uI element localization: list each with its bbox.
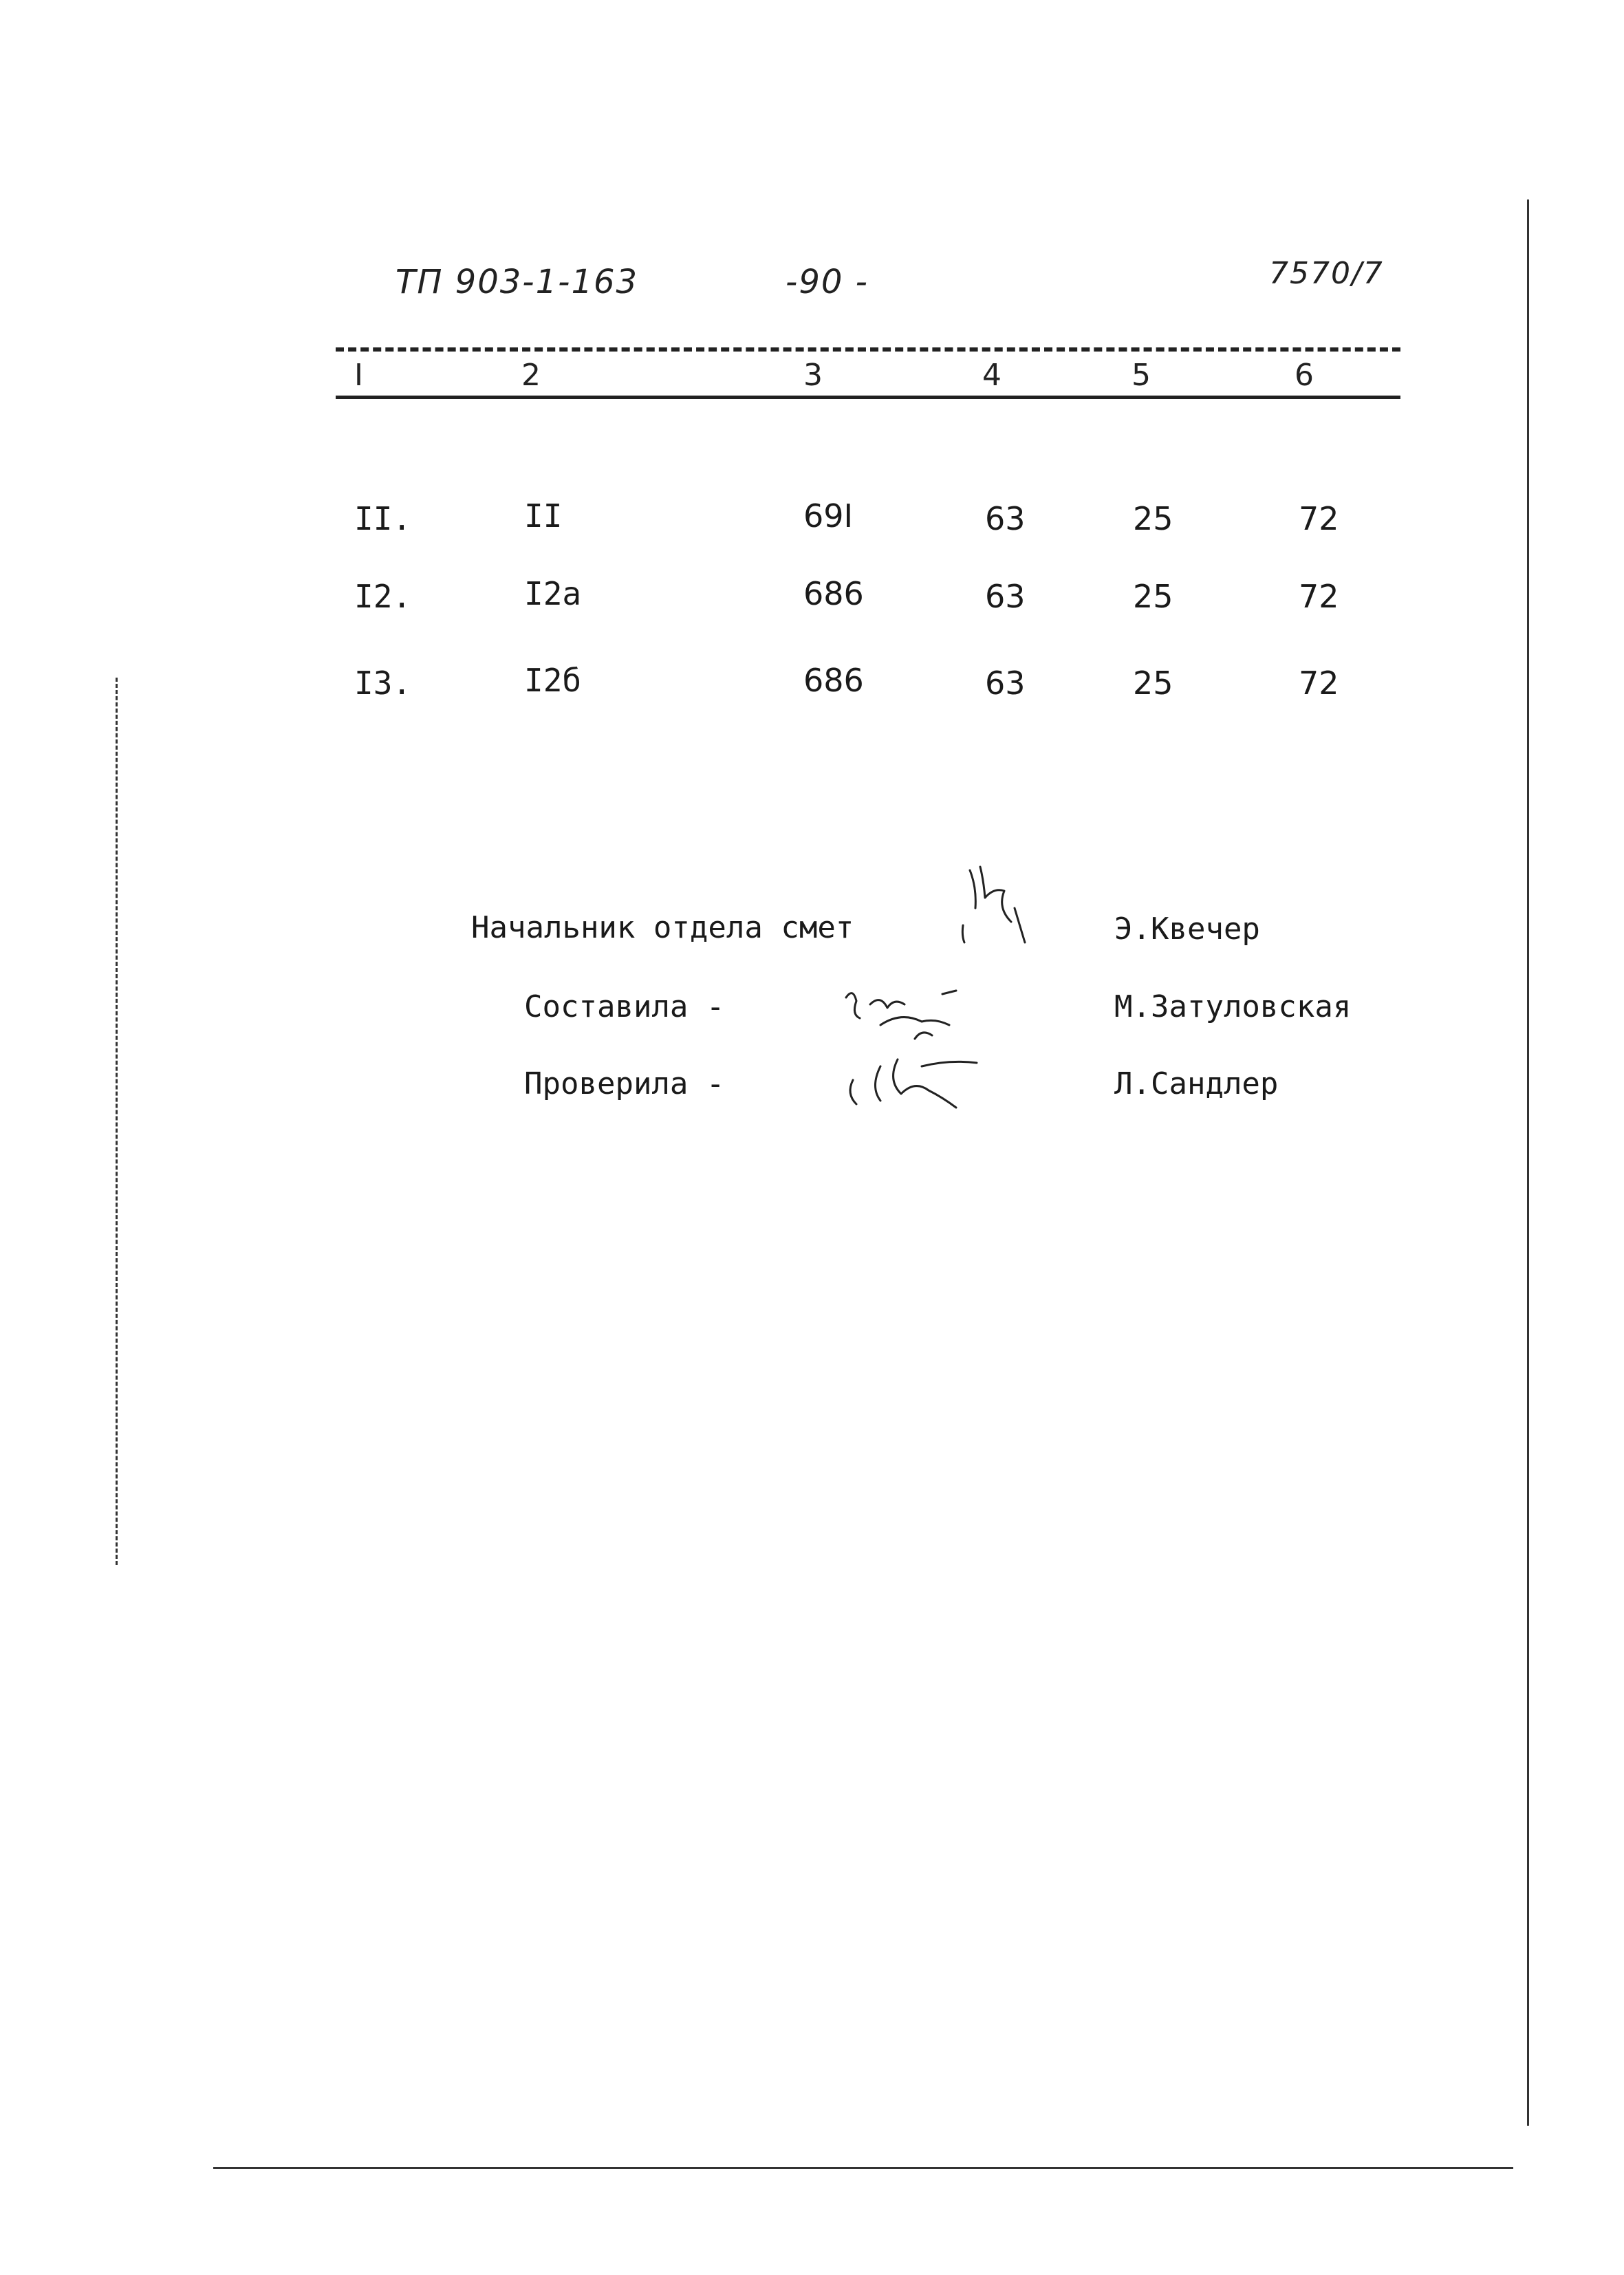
table-row-2-col-4: 63	[985, 578, 1026, 615]
left-margin-line	[116, 678, 118, 1565]
column-number-2: 2	[521, 358, 541, 393]
handwritten-signature-3	[839, 1039, 1011, 1121]
handwritten-signature-1	[942, 860, 1052, 977]
table-row-1-col-3: 69I	[803, 497, 854, 535]
table-row-2-col-3: 686	[803, 575, 864, 612]
signature-name-3: Л.Сандлер	[1114, 1066, 1279, 1101]
table-row-1-col-2: II	[524, 497, 563, 535]
sheet-code: 7570/7	[1269, 256, 1384, 291]
document-code: ТП 903-1-163	[396, 263, 639, 301]
table-row-2-col-1: I2.	[354, 578, 412, 615]
table-row-3-col-3: 686	[803, 662, 864, 699]
signature-name-1: Э.Квечер	[1114, 912, 1260, 947]
column-number-5: 5	[1132, 358, 1151, 393]
signature-role-1: Начальник отдела смет	[471, 910, 854, 945]
page-number: -90 -	[786, 263, 869, 301]
table-row-1-col-4: 63	[985, 500, 1026, 537]
table-row-3-col-2: I2б	[524, 662, 582, 699]
table-row-1-col-6: 72	[1299, 500, 1339, 537]
table-row-1-col-1: II.	[354, 500, 412, 537]
signature-role-3: Проверила -	[524, 1066, 725, 1101]
bottom-line	[213, 2167, 1513, 2169]
column-number-4: 4	[982, 358, 1002, 393]
table-row-2-col-5: 25	[1133, 578, 1173, 615]
table-row-3-col-4: 63	[985, 665, 1026, 702]
header-solid-rule	[336, 396, 1400, 399]
signature-name-2: М.Затуловская	[1114, 989, 1352, 1024]
right-margin-line	[1527, 200, 1529, 2126]
table-row-2-col-2: I2а	[524, 575, 582, 612]
table-row-3-col-6: 72	[1299, 665, 1339, 702]
table-row-1-col-5: 25	[1133, 500, 1173, 537]
table-row-3-col-5: 25	[1133, 665, 1173, 702]
table-row-3-col-1: I3.	[354, 665, 412, 702]
header-dashed-rule	[336, 347, 1400, 352]
column-number-6: 6	[1295, 358, 1314, 393]
column-number-3: 3	[803, 358, 823, 393]
signature-role-2: Составила -	[524, 989, 725, 1024]
column-number-1: I	[354, 358, 363, 393]
table-row-2-col-6: 72	[1299, 578, 1339, 615]
